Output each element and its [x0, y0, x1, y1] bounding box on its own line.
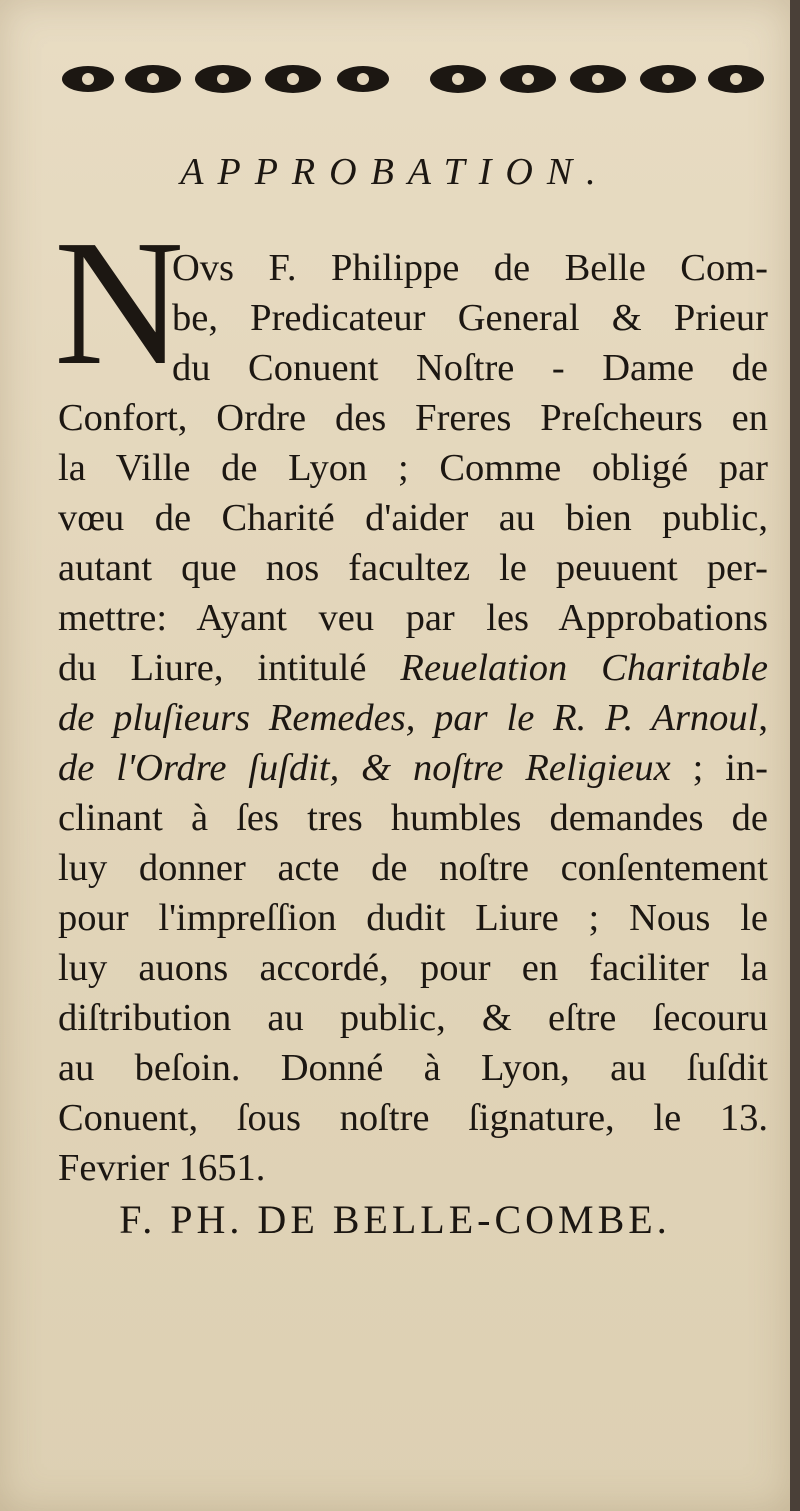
text-line-19: Fevrier 1651.: [58, 1147, 266, 1189]
text-line-15: luy auons accordé, pour en faciliter la: [58, 947, 768, 989]
text-line-18: Conuent, ſous noſtre ſignature, le 13.: [58, 1097, 768, 1139]
text-line-5: la Ville de Lyon ; Comme obligé par: [58, 447, 768, 489]
fleuron-3: [195, 65, 251, 93]
text-line-11: de l'Ordre ſuſdit, & noſtre Religieux ; in-: [58, 747, 768, 789]
text-line-14: pour l'impreſſion dudit Liure ; Nous le: [58, 897, 768, 939]
drop-cap: N: [54, 203, 184, 402]
text-line-4: Confort, Ordre des Freres Preſcheurs en: [58, 397, 768, 439]
text-line-2: be, Predicateur General & Prieur: [172, 297, 768, 339]
text-line-13: luy donner acte de noſtre conſentement: [58, 847, 768, 889]
text-line-16: diſtribution au public, & eſtre ſecouru: [58, 997, 768, 1039]
text-line-17: au beſoin. Donné à Lyon, au ſuſdit: [58, 1047, 768, 1089]
fleuron-7: [500, 65, 556, 93]
page-edge: [790, 0, 800, 1511]
fleuron-5: [337, 66, 389, 92]
text-line-12: clinant à ſes tres humbles demandes de: [58, 797, 768, 839]
fleuron-6: [430, 65, 486, 93]
text-line-9: du Liure, intitulé Reuelation Charitable: [58, 647, 768, 689]
fleuron-4: [265, 65, 321, 93]
page-title: APPROBATION.: [180, 151, 610, 193]
signature: F. PH. DE BELLE-COMBE.: [119, 1197, 671, 1242]
text-line-7: autant que nos facultez le peuuent per-: [58, 547, 768, 589]
text-line-3: du Conuent Noſtre - Dame de: [172, 347, 768, 389]
text-line-10: de pluſieurs Remedes, par le R. P. Arnoul,: [58, 697, 768, 739]
fleuron-8: [570, 65, 626, 93]
text-line-6: vœu de Charité d'aider au bien public,: [58, 497, 768, 539]
ornament-band: [58, 52, 768, 106]
fleuron-10: [708, 65, 764, 93]
fleuron-1: [62, 66, 114, 92]
text-line-8: mettre: Ayant veu par les Approbations: [58, 597, 768, 639]
fleuron-2: [125, 65, 181, 93]
text-line-1: Ovs F. Philippe de Belle Com-: [172, 247, 768, 289]
fleuron-9: [640, 65, 696, 93]
